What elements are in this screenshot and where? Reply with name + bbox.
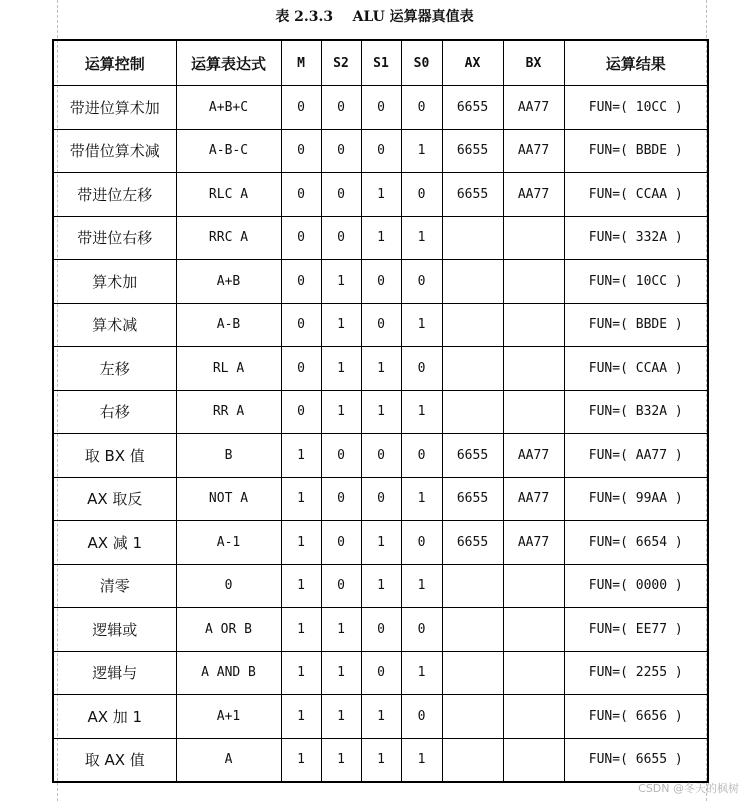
cell-result: FUN=( 6655 ) — [564, 738, 708, 782]
cell-s0: 1 — [401, 651, 442, 695]
cell-s2: 1 — [321, 303, 361, 347]
table-caption: 表 2.3.3 ALU 运算器真值表 — [275, 9, 474, 25]
cell-bx — [503, 216, 564, 260]
table-row — [53, 216, 708, 260]
cell-expression: A-1 — [176, 521, 281, 565]
cell-bx — [503, 738, 564, 782]
header-ax: AX — [442, 40, 503, 86]
table-row — [53, 477, 708, 521]
cell-bx: AA77 — [503, 434, 564, 478]
cell-s2: 1 — [321, 651, 361, 695]
cell-bx: AA77 — [503, 129, 564, 173]
cell-expression: A+B — [176, 260, 281, 304]
cell-ax — [442, 303, 503, 347]
cell-s0: 0 — [401, 695, 442, 739]
cell-s2: 0 — [321, 564, 361, 608]
cell-s0: 0 — [401, 260, 442, 304]
cell-expression: RLC A — [176, 173, 281, 217]
header-s2: S2 — [321, 40, 361, 86]
cell-result: FUN=( 10CC ) — [564, 260, 708, 304]
cell-s0: 1 — [401, 738, 442, 782]
table-row — [53, 303, 708, 347]
table-row — [53, 86, 708, 130]
cell-s1: 0 — [361, 129, 401, 173]
cell-ax: 6655 — [442, 173, 503, 217]
cell-s2: 1 — [321, 738, 361, 782]
header-s1: S1 — [361, 40, 401, 86]
cell-expression: RL A — [176, 347, 281, 391]
table-row — [53, 521, 708, 565]
cell-s1: 1 — [361, 695, 401, 739]
cell-s2: 0 — [321, 216, 361, 260]
cell-expression: A+1 — [176, 695, 281, 739]
cell-s1: 0 — [361, 434, 401, 478]
cell-expression: A-B-C — [176, 129, 281, 173]
header-result: 运算结果 — [564, 40, 708, 86]
cell-s0: 0 — [401, 521, 442, 565]
cell-s0: 1 — [401, 129, 442, 173]
cell-ax — [442, 216, 503, 260]
cell-expression: RRC A — [176, 216, 281, 260]
table-row — [53, 347, 708, 391]
table-row — [53, 564, 708, 608]
cell-bx: AA77 — [503, 477, 564, 521]
cell-expression: 0 — [176, 564, 281, 608]
cell-s1: 1 — [361, 173, 401, 217]
cell-m: 0 — [281, 260, 321, 304]
cell-result: FUN=( 0000 ) — [564, 564, 708, 608]
cell-m: 1 — [281, 477, 321, 521]
table-row — [53, 738, 708, 782]
cell-m: 1 — [281, 738, 321, 782]
cell-m: 0 — [281, 390, 321, 434]
cell-bx — [503, 390, 564, 434]
cell-m: 1 — [281, 434, 321, 478]
cell-s2: 1 — [321, 608, 361, 652]
cell-control: 逻辑与 — [53, 651, 176, 695]
cell-control: 算术减 — [53, 303, 176, 347]
table-row — [53, 651, 708, 695]
cell-ax — [442, 390, 503, 434]
header-control: 运算控制 — [53, 40, 176, 86]
cell-control: 带进位右移 — [53, 216, 176, 260]
cell-result: FUN=( 6654 ) — [564, 521, 708, 565]
cell-result: FUN=( EE77 ) — [564, 608, 708, 652]
cell-m: 1 — [281, 564, 321, 608]
cell-expression: A-B — [176, 303, 281, 347]
cell-result: FUN=( CCAA ) — [564, 173, 708, 217]
cell-control: 清零 — [53, 564, 176, 608]
cell-s2: 1 — [321, 260, 361, 304]
cell-result: FUN=( 332A ) — [564, 216, 708, 260]
cell-s0: 1 — [401, 477, 442, 521]
cell-ax: 6655 — [442, 477, 503, 521]
cell-result: FUN=( BBDE ) — [564, 303, 708, 347]
cell-ax: 6655 — [442, 86, 503, 130]
cell-s0: 0 — [401, 434, 442, 478]
cell-ax — [442, 695, 503, 739]
cell-control: AX 减 1 — [53, 521, 176, 565]
cell-m: 1 — [281, 521, 321, 565]
cell-s1: 0 — [361, 260, 401, 304]
cell-ax: 6655 — [442, 434, 503, 478]
table-row — [53, 434, 708, 478]
cell-s1: 0 — [361, 86, 401, 130]
cell-control: 逻辑或 — [53, 608, 176, 652]
cell-ax — [442, 347, 503, 391]
header-row — [53, 40, 708, 86]
cell-s0: 0 — [401, 173, 442, 217]
cell-ax: 6655 — [442, 521, 503, 565]
cell-s2: 0 — [321, 173, 361, 217]
cell-s1: 0 — [361, 608, 401, 652]
cell-control: 算术加 — [53, 260, 176, 304]
cell-s2: 0 — [321, 477, 361, 521]
cell-bx: AA77 — [503, 521, 564, 565]
cell-result: FUN=( AA77 ) — [564, 434, 708, 478]
header-expression: 运算表达式 — [176, 40, 281, 86]
cell-s2: 0 — [321, 434, 361, 478]
cell-ax — [442, 738, 503, 782]
cell-s2: 1 — [321, 695, 361, 739]
cell-bx — [503, 347, 564, 391]
cell-ax — [442, 608, 503, 652]
cell-s0: 0 — [401, 86, 442, 130]
cell-s1: 1 — [361, 390, 401, 434]
cell-expression: B — [176, 434, 281, 478]
cell-expression: RR A — [176, 390, 281, 434]
cell-s1: 1 — [361, 738, 401, 782]
cell-s1: 1 — [361, 521, 401, 565]
cell-s0: 1 — [401, 303, 442, 347]
cell-m: 0 — [281, 129, 321, 173]
cell-s1: 0 — [361, 477, 401, 521]
cell-control: 左移 — [53, 347, 176, 391]
cell-control: 取 BX 值 — [53, 434, 176, 478]
cell-result: FUN=( 99AA ) — [564, 477, 708, 521]
table-row — [53, 260, 708, 304]
cell-expression: NOT A — [176, 477, 281, 521]
cell-control: 取 AX 值 — [53, 738, 176, 782]
alu-truth-table — [52, 39, 709, 783]
cell-bx — [503, 651, 564, 695]
cell-s0: 1 — [401, 216, 442, 260]
cell-expression: A — [176, 738, 281, 782]
cell-s2: 0 — [321, 129, 361, 173]
cell-bx: AA77 — [503, 173, 564, 217]
cell-ax — [442, 260, 503, 304]
cell-control: 右移 — [53, 390, 176, 434]
cell-bx — [503, 564, 564, 608]
cell-s1: 0 — [361, 651, 401, 695]
cell-s1: 0 — [361, 303, 401, 347]
cell-bx — [503, 260, 564, 304]
cell-bx: AA77 — [503, 86, 564, 130]
cell-m: 0 — [281, 303, 321, 347]
table-row — [53, 695, 708, 739]
cell-result: FUN=( 6656 ) — [564, 695, 708, 739]
cell-control: AX 取反 — [53, 477, 176, 521]
cell-s1: 1 — [361, 347, 401, 391]
cell-result: FUN=( CCAA ) — [564, 347, 708, 391]
cell-s2: 0 — [321, 86, 361, 130]
cell-s1: 1 — [361, 216, 401, 260]
cell-bx — [503, 303, 564, 347]
cell-result: FUN=( B32A ) — [564, 390, 708, 434]
cell-s0: 0 — [401, 347, 442, 391]
cell-m: 1 — [281, 695, 321, 739]
cell-result: FUN=( BBDE ) — [564, 129, 708, 173]
cell-bx — [503, 695, 564, 739]
cell-control: 带进位算术加 — [53, 86, 176, 130]
cell-m: 1 — [281, 651, 321, 695]
cell-m: 0 — [281, 347, 321, 391]
cell-s1: 1 — [361, 564, 401, 608]
header-m: M — [281, 40, 321, 86]
cell-control: AX 加 1 — [53, 695, 176, 739]
table-row — [53, 129, 708, 173]
cell-ax — [442, 564, 503, 608]
cell-m: 0 — [281, 173, 321, 217]
cell-control: 带借位算术减 — [53, 129, 176, 173]
watermark: CSDN @冬天的枫树 — [638, 782, 739, 795]
cell-expression: A AND B — [176, 651, 281, 695]
cell-s0: 1 — [401, 564, 442, 608]
cell-s2: 0 — [321, 521, 361, 565]
cell-m: 1 — [281, 608, 321, 652]
cell-s0: 1 — [401, 390, 442, 434]
cell-s2: 1 — [321, 390, 361, 434]
cell-ax: 6655 — [442, 129, 503, 173]
header-bx: BX — [503, 40, 564, 86]
cell-expression: A+B+C — [176, 86, 281, 130]
cell-s0: 0 — [401, 608, 442, 652]
cell-ax — [442, 651, 503, 695]
cell-bx — [503, 608, 564, 652]
table-row — [53, 173, 708, 217]
cell-expression: A OR B — [176, 608, 281, 652]
cell-m: 0 — [281, 216, 321, 260]
header-s0: S0 — [401, 40, 442, 86]
cell-m: 0 — [281, 86, 321, 130]
cell-result: FUN=( 2255 ) — [564, 651, 708, 695]
table-row — [53, 390, 708, 434]
cell-result: FUN=( 10CC ) — [564, 86, 708, 130]
table-row — [53, 608, 708, 652]
cell-s2: 1 — [321, 347, 361, 391]
cell-control: 带进位左移 — [53, 173, 176, 217]
